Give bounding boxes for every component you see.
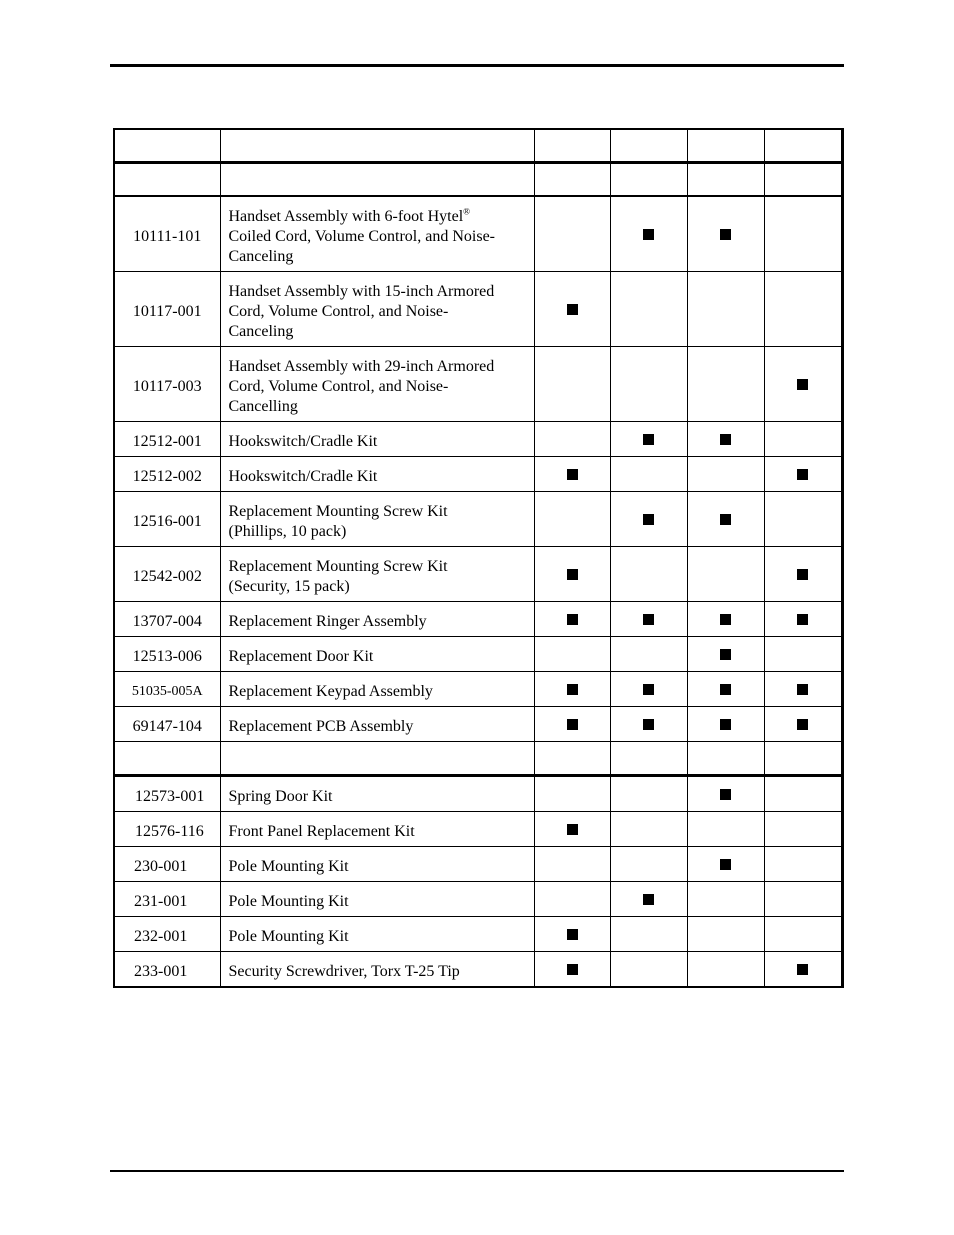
filled-square-icon	[797, 469, 808, 480]
table-row	[114, 847, 842, 882]
filled-square-icon	[567, 964, 578, 975]
table-row	[114, 492, 842, 547]
mark-cell	[687, 847, 764, 882]
part-number: 231-001	[114, 882, 220, 917]
filled-square-icon	[567, 719, 578, 730]
mark-cell	[764, 347, 842, 422]
filled-square-icon	[567, 569, 578, 580]
part-description: Hookswitch/Cradle Kit	[220, 457, 534, 492]
part-description: Replacement PCB Assembly	[220, 707, 534, 742]
mark-cell	[764, 882, 842, 917]
section-divider-cell	[220, 742, 534, 776]
section-divider-row	[114, 742, 842, 776]
mark-cell	[610, 272, 687, 347]
filled-square-icon	[643, 719, 654, 730]
mark-cell	[687, 547, 764, 602]
filled-square-icon	[720, 649, 731, 660]
part-number: 10117-003	[114, 347, 220, 422]
mark-cell	[687, 637, 764, 672]
mark-cell	[764, 547, 842, 602]
mark-cell	[534, 952, 610, 988]
section-divider-cell	[764, 742, 842, 776]
mark-cell	[764, 776, 842, 812]
mark-cell	[764, 272, 842, 347]
part-description: Pole Mounting Kit	[220, 847, 534, 882]
mark-cell	[534, 707, 610, 742]
part-description: Security Screwdriver, Torx T-25 Tip	[220, 952, 534, 988]
mark-cell	[687, 812, 764, 847]
part-number: 10117-001	[114, 272, 220, 347]
filled-square-icon	[720, 719, 731, 730]
part-description: Pole Mounting Kit	[220, 882, 534, 917]
part-number: 12512-002	[114, 457, 220, 492]
filled-square-icon	[797, 964, 808, 975]
section-divider-cell	[534, 742, 610, 776]
mark-cell	[764, 847, 842, 882]
section-header-cell	[687, 163, 764, 197]
part-description: Handset Assembly with 15-inch Armored Cord, Volume Control, and Noise- Canceling	[220, 272, 534, 347]
filled-square-icon	[567, 469, 578, 480]
part-description: Replacement Keypad Assembly	[220, 672, 534, 707]
mark-cell	[534, 422, 610, 457]
table-row	[114, 272, 842, 347]
mark-cell	[534, 196, 610, 272]
mark-cell	[610, 776, 687, 812]
part-number: 12512-001	[114, 422, 220, 457]
mark-cell	[764, 602, 842, 637]
header-cell-description	[220, 129, 534, 163]
section-header-cell	[534, 163, 610, 197]
mark-cell	[610, 492, 687, 547]
part-description: Replacement Ringer Assembly	[220, 602, 534, 637]
mark-cell	[687, 492, 764, 547]
mark-cell	[687, 272, 764, 347]
filled-square-icon	[567, 614, 578, 625]
part-description: Handset Assembly with 6-foot Hytel® Coiled Cord, Volume Control, and Noise- Canceling	[220, 196, 534, 272]
filled-square-icon	[643, 614, 654, 625]
section-header-cell	[764, 163, 842, 197]
mark-cell	[534, 917, 610, 952]
mark-cell	[764, 952, 842, 988]
table-header-row	[114, 129, 842, 163]
header-cell-model-3	[687, 129, 764, 163]
mark-cell	[687, 952, 764, 988]
part-number: 10111-101	[114, 196, 220, 272]
mark-cell	[764, 917, 842, 952]
header-rule	[110, 64, 844, 67]
mark-cell	[534, 492, 610, 547]
mark-cell	[534, 547, 610, 602]
mark-cell	[610, 847, 687, 882]
mark-cell	[610, 347, 687, 422]
section-header-cell	[610, 163, 687, 197]
filled-square-icon	[567, 824, 578, 835]
section-divider-cell	[687, 742, 764, 776]
mark-cell	[610, 547, 687, 602]
filled-square-icon	[643, 514, 654, 525]
table-row	[114, 347, 842, 422]
filled-square-icon	[643, 894, 654, 905]
mark-cell	[687, 422, 764, 457]
parts-table	[113, 128, 844, 988]
mark-cell	[610, 917, 687, 952]
mark-cell	[764, 707, 842, 742]
filled-square-icon	[797, 719, 808, 730]
mark-cell	[764, 812, 842, 847]
part-number: 51035-005A	[114, 672, 220, 707]
mark-cell	[687, 672, 764, 707]
table-row	[114, 917, 842, 952]
part-number: 233-001	[114, 952, 220, 988]
part-description: Replacement Mounting Screw Kit (Phillips, 10 pack)	[220, 492, 534, 547]
part-number: 12516-001	[114, 492, 220, 547]
table-row	[114, 457, 842, 492]
mark-cell	[534, 347, 610, 422]
mark-cell	[687, 457, 764, 492]
part-description: Hookswitch/Cradle Kit	[220, 422, 534, 457]
filled-square-icon	[797, 614, 808, 625]
mark-cell	[687, 602, 764, 637]
filled-square-icon	[720, 789, 731, 800]
mark-cell	[687, 707, 764, 742]
filled-square-icon	[720, 434, 731, 445]
table-row	[114, 812, 842, 847]
table-row	[114, 672, 842, 707]
mark-cell	[687, 196, 764, 272]
filled-square-icon	[797, 569, 808, 580]
mark-cell	[764, 196, 842, 272]
mark-cell	[534, 847, 610, 882]
mark-cell	[687, 347, 764, 422]
filled-square-icon	[643, 434, 654, 445]
part-number: 12573-001	[114, 776, 220, 812]
filled-square-icon	[567, 304, 578, 315]
table-row	[114, 602, 842, 637]
mark-cell	[534, 776, 610, 812]
part-description: Replacement Mounting Screw Kit (Security, 15 pack)	[220, 547, 534, 602]
part-description: Replacement Door Kit	[220, 637, 534, 672]
mark-cell	[610, 812, 687, 847]
filled-square-icon	[643, 684, 654, 695]
mark-cell	[534, 637, 610, 672]
table-row	[114, 547, 842, 602]
mark-cell	[534, 602, 610, 637]
mark-cell	[610, 196, 687, 272]
mark-cell	[610, 707, 687, 742]
section-header-cell	[220, 163, 534, 197]
filled-square-icon	[720, 229, 731, 240]
mark-cell	[687, 882, 764, 917]
filled-square-icon	[720, 859, 731, 870]
mark-cell	[610, 602, 687, 637]
mark-cell	[610, 672, 687, 707]
table-row	[114, 637, 842, 672]
part-number: 12513-006	[114, 637, 220, 672]
mark-cell	[687, 776, 764, 812]
mark-cell	[534, 812, 610, 847]
section-header-cell	[114, 163, 220, 197]
section-divider-cell	[114, 742, 220, 776]
mark-cell	[764, 422, 842, 457]
mark-cell	[534, 457, 610, 492]
mark-cell	[534, 882, 610, 917]
part-number: 69147-104	[114, 707, 220, 742]
mark-cell	[610, 457, 687, 492]
mark-cell	[610, 637, 687, 672]
mark-cell	[764, 457, 842, 492]
table-row	[114, 882, 842, 917]
part-number: 12542-002	[114, 547, 220, 602]
part-number: 230-001	[114, 847, 220, 882]
mark-cell	[610, 422, 687, 457]
mark-cell	[534, 672, 610, 707]
header-cell-model-1	[534, 129, 610, 163]
filled-square-icon	[567, 684, 578, 695]
table-row	[114, 196, 842, 272]
part-number: 12576-116	[114, 812, 220, 847]
mark-cell	[764, 637, 842, 672]
table-row	[114, 707, 842, 742]
header-cell-model-2	[610, 129, 687, 163]
mark-cell	[610, 882, 687, 917]
section-divider-cell	[610, 742, 687, 776]
footer-rule	[110, 1170, 844, 1172]
table-row	[114, 422, 842, 457]
filled-square-icon	[720, 614, 731, 625]
part-number: 13707-004	[114, 602, 220, 637]
filled-square-icon	[797, 379, 808, 390]
header-cell-part-number	[114, 129, 220, 163]
part-description: Spring Door Kit	[220, 776, 534, 812]
filled-square-icon	[720, 514, 731, 525]
part-description: Front Panel Replacement Kit	[220, 812, 534, 847]
mark-cell	[764, 492, 842, 547]
mark-cell	[764, 672, 842, 707]
table-row	[114, 952, 842, 988]
table-row	[114, 776, 842, 812]
filled-square-icon	[720, 684, 731, 695]
header-cell-model-4	[764, 129, 842, 163]
filled-square-icon	[643, 229, 654, 240]
section-header-row	[114, 163, 842, 197]
mark-cell	[534, 272, 610, 347]
part-description: Pole Mounting Kit	[220, 917, 534, 952]
mark-cell	[687, 917, 764, 952]
part-description: Handset Assembly with 29-inch Armored Cord, Volume Control, and Noise- Cancelling	[220, 347, 534, 422]
mark-cell	[610, 952, 687, 988]
part-number: 232-001	[114, 917, 220, 952]
filled-square-icon	[797, 684, 808, 695]
filled-square-icon	[567, 929, 578, 940]
